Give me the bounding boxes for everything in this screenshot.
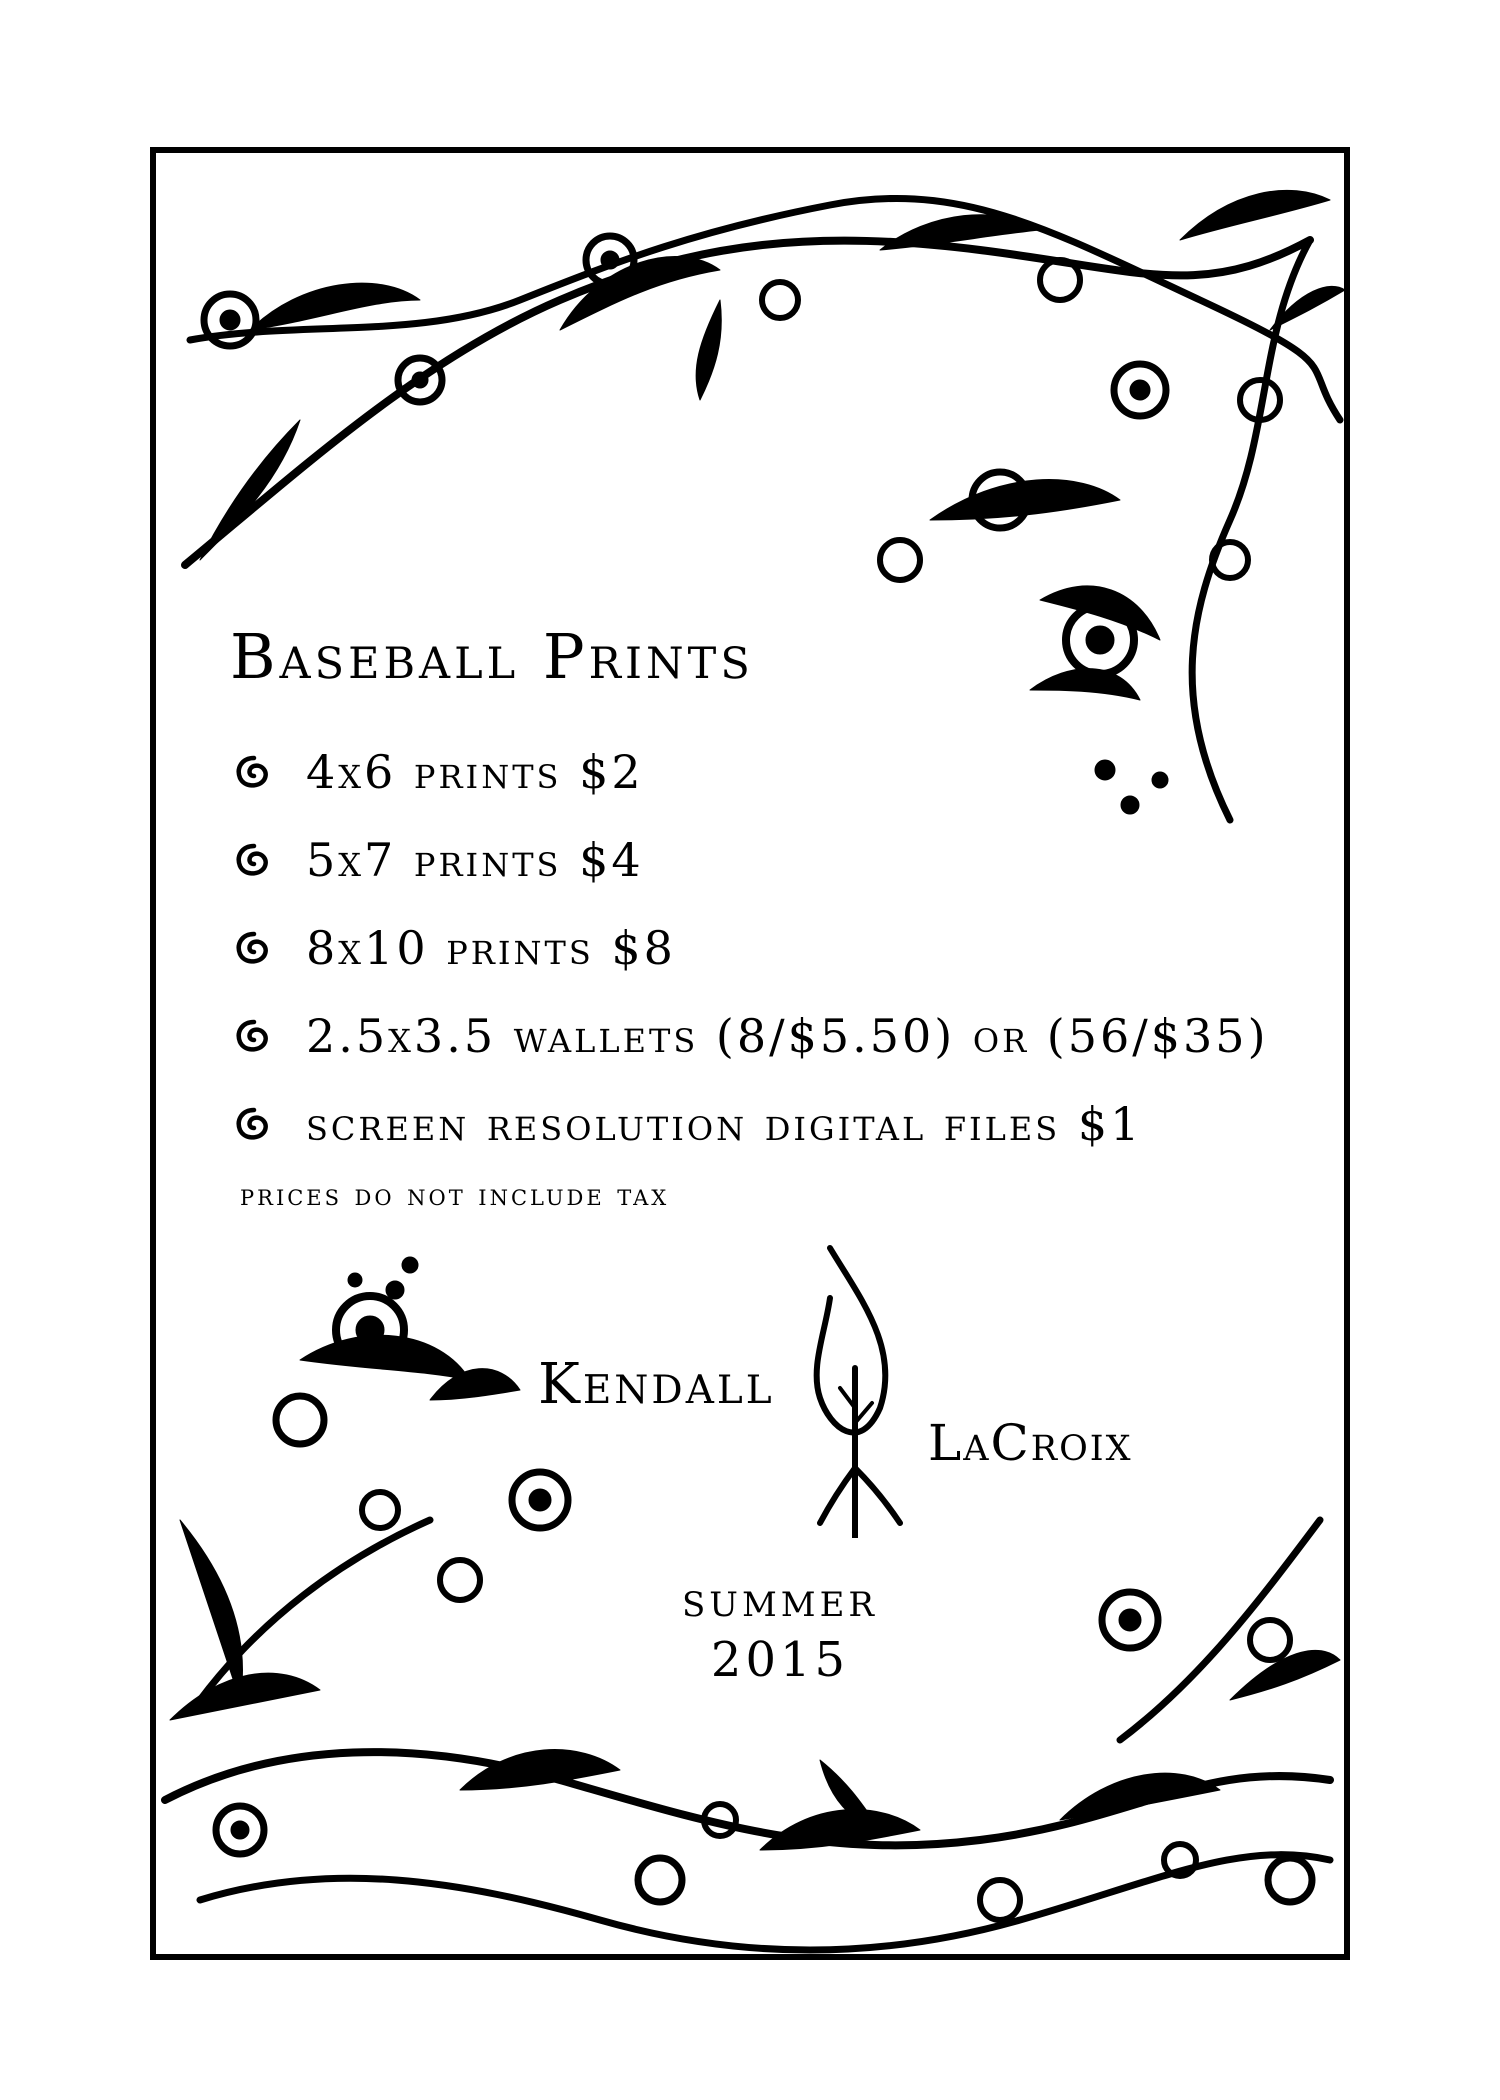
brand-last-name: LaCroix bbox=[928, 1414, 1133, 1472]
price-item-text: 2.5x3.5 wallets (8/$5.50) or (56/$35) bbox=[306, 1009, 1269, 1063]
price-item bbox=[232, 992, 1269, 1080]
price-item-text: 5x7 prints $4 bbox=[306, 833, 644, 887]
swirl-bullet-icon bbox=[232, 1104, 272, 1144]
price-list bbox=[232, 728, 1269, 1168]
price-item-text: 8x10 prints $8 bbox=[306, 921, 676, 975]
swirl-bullet-icon bbox=[232, 928, 272, 968]
price-item bbox=[232, 1080, 1269, 1168]
price-item-text: screen resolution digital files $1 bbox=[306, 1097, 1143, 1151]
swirl-bullet-icon bbox=[232, 752, 272, 792]
tax-note: prices do not include tax bbox=[240, 1178, 670, 1213]
leaf-monogram-icon bbox=[800, 1238, 910, 1538]
swirl-bullet-icon bbox=[232, 1016, 272, 1056]
price-item bbox=[232, 904, 1269, 992]
season-year: 2015 bbox=[710, 1632, 850, 1688]
price-item-text: 4x6 prints $2 bbox=[306, 745, 644, 799]
swirl-bullet-icon bbox=[232, 840, 272, 880]
flyer-title: Baseball Prints bbox=[230, 620, 754, 693]
price-item bbox=[232, 728, 1269, 816]
price-item bbox=[232, 816, 1269, 904]
season-label: summer bbox=[682, 1572, 878, 1628]
brand-first-name: Kendall bbox=[538, 1352, 775, 1417]
